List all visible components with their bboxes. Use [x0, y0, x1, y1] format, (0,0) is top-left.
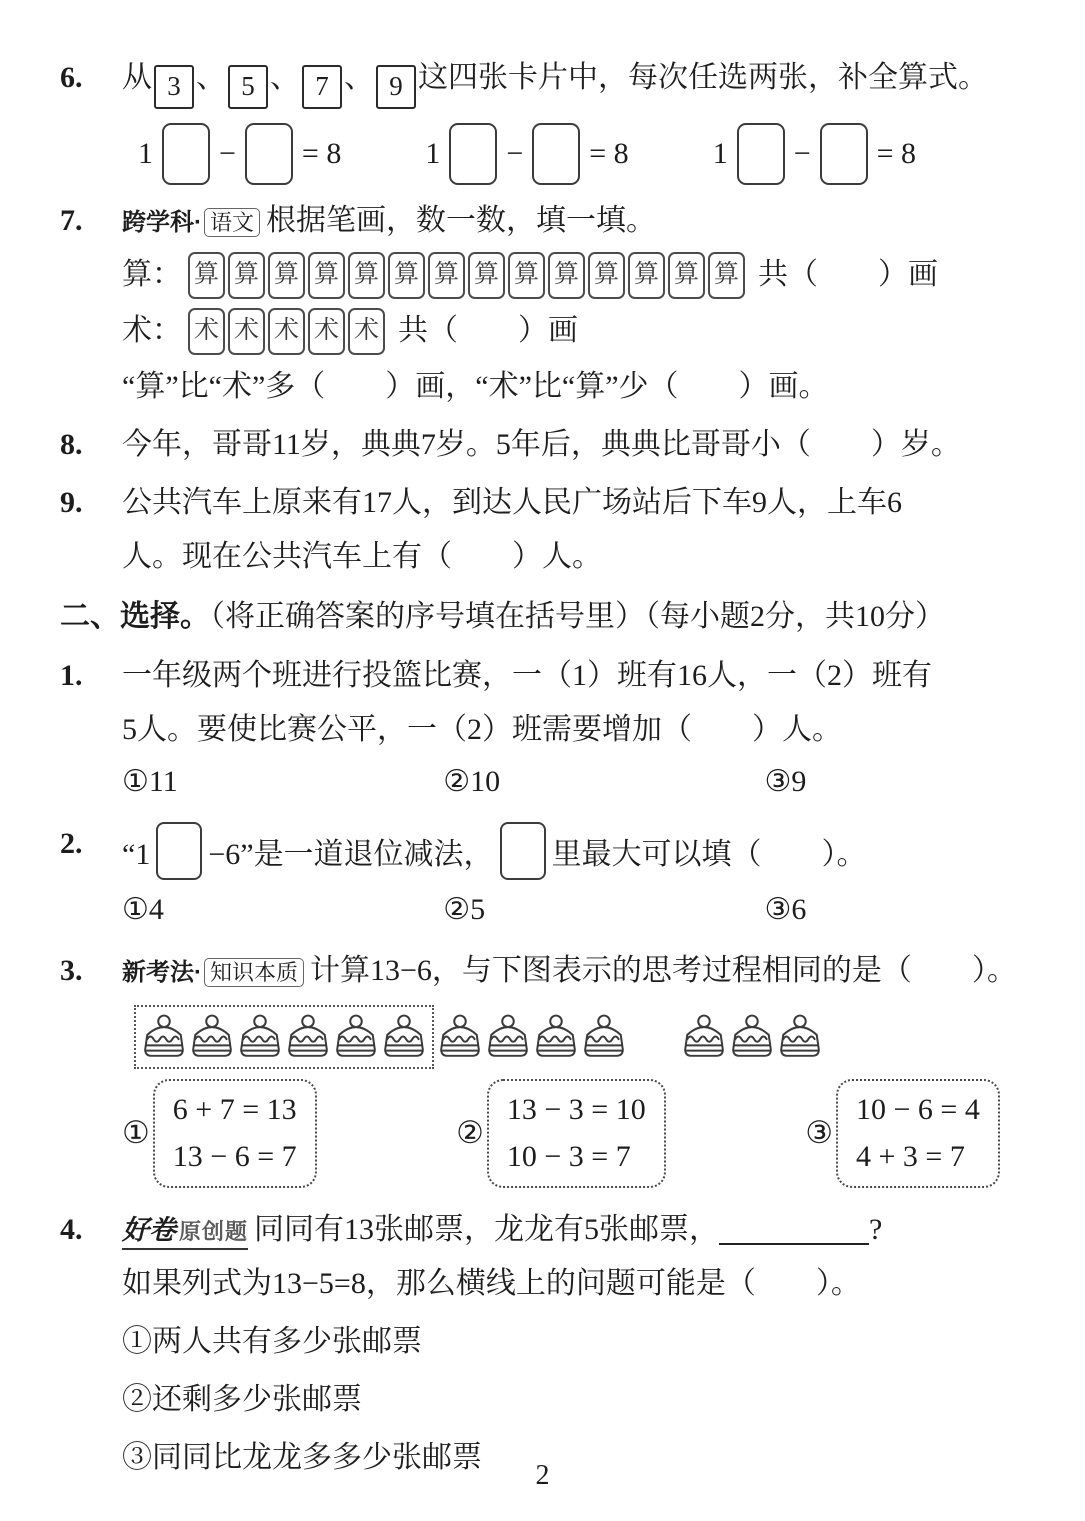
number-card-5: 5: [228, 65, 268, 109]
choice-2-box: 13 − 3 = 10 10 − 3 = 7: [487, 1079, 666, 1188]
answer-slot[interactable]: [532, 123, 580, 185]
s2q4-option-2[interactable]: ②还剩多少张邮票: [122, 1383, 362, 1417]
question-number: 2.: [60, 826, 83, 860]
stroke-order-box: 算: [188, 252, 225, 299]
suan-label: 算：: [122, 258, 182, 292]
separator: 、: [196, 61, 226, 94]
number-card-7: 7: [302, 65, 342, 109]
question-number: 7.: [60, 203, 83, 237]
dashed-group-of-6: [134, 1005, 434, 1069]
s2q4-text-line2: 如果列式为13−5=8，那么横线上的问题可能是（ ）。: [122, 1267, 861, 1301]
page-number: 2: [535, 1460, 550, 1492]
s2q2-pre: “1: [122, 837, 151, 871]
stroke-order-box: 算: [508, 252, 545, 299]
option-1[interactable]: ①4: [122, 892, 164, 926]
choice-1-label: ①: [122, 1115, 150, 1151]
choice-3-label: ③: [805, 1115, 833, 1151]
choice-1-box: 6 + 7 = 13 13 − 6 = 7: [153, 1079, 317, 1188]
suan-total-blank: 共（ ）画: [758, 258, 938, 292]
s2q4-text1: 同同有13张邮票，龙龙有5张邮票，: [254, 1213, 720, 1247]
q6-text-post: 这四张卡片中，每次任选两张，补全算式。: [418, 61, 988, 94]
s2q1-line2: 5人。要使比赛公平，一（2）班需要增加（ ）人。: [122, 713, 842, 747]
s2q3-choices: [122, 1079, 1000, 1188]
question-number: 1.: [60, 659, 83, 693]
equation-3: [713, 123, 916, 185]
equation-2: [425, 123, 628, 185]
s2q3-text: 计算13−6，与下图表示的思考过程相同的是（ ）。: [310, 954, 1017, 988]
cake-icon: [485, 1012, 531, 1062]
knowledge-tag: 知识本质: [204, 958, 304, 987]
question-blank-line[interactable]: [719, 1209, 869, 1245]
equation-lead: 1: [425, 136, 441, 170]
stroke-order-box: 术: [268, 308, 305, 355]
new-method-badge: 新考法· 知识本质: [122, 954, 304, 987]
shu-label: 术：: [122, 314, 182, 348]
s2q3-text-line: [122, 949, 1027, 993]
s2q4-text-line1: [122, 1208, 1027, 1252]
question-6-text: [122, 56, 1027, 109]
equation-lead: 1: [138, 136, 153, 170]
option-1[interactable]: ①11: [122, 765, 178, 799]
choice-2[interactable]: [456, 1079, 666, 1188]
equation-result: = 8: [589, 136, 629, 170]
cake-icon: [141, 1012, 187, 1062]
minus-sign: −: [219, 136, 236, 170]
shu-total-blank: 共（ ）画: [398, 314, 578, 348]
section-2-heading: [60, 595, 1027, 639]
stroke-order-box: 算: [708, 252, 745, 299]
q7-compare-text: “算”比“术”多（ ）画，“术”比“算”少（ ）画。: [122, 369, 829, 403]
cake-icon: [581, 1012, 627, 1062]
equation-result: = 8: [876, 136, 917, 170]
cross-subject-badge: 跨学科· 语文: [122, 204, 260, 237]
s2q1-line1: 一年级两个班进行投篮比赛，一（1）班有16人，一（2）班有: [122, 659, 932, 693]
cake-icon: [381, 1012, 427, 1062]
q7-suan-row: [122, 252, 1027, 299]
question-9: [60, 481, 1027, 579]
s2q2-text: [122, 822, 1027, 880]
number-card-3: 3: [154, 65, 194, 109]
minus-sign: −: [506, 136, 524, 170]
question-8-text: 今年，哥哥11岁，典典7岁。5年后，典典比哥哥小（ ）岁。: [122, 427, 961, 461]
s2q2-post: 里最大可以填（ ）。: [551, 837, 867, 871]
section-2-subtitle: （将正确答案的序号填在括号里）（每小题2分，共10分）: [210, 599, 945, 633]
section2-question-4: [60, 1208, 1027, 1480]
question-9-line1: 公共汽车上原来有17人，到达人民广场站后下车9人，上车6: [122, 485, 902, 519]
cake-icon: [729, 1012, 775, 1062]
q6-equations: [122, 123, 1027, 185]
question-7-text: [122, 199, 1027, 243]
choice-2-label: ②: [456, 1115, 484, 1151]
question-7: [60, 199, 1027, 409]
stroke-order-box: 术: [348, 308, 385, 355]
stroke-order-box: 算: [628, 252, 665, 299]
question-6: [60, 56, 1027, 185]
original-question-badge: 好卷 原创题: [122, 1213, 248, 1250]
equation-1: [138, 123, 341, 185]
stroke-order-box: 术: [308, 308, 345, 355]
cake-icon: [681, 1012, 727, 1062]
number-card-9: 9: [376, 65, 416, 109]
stroke-order-box: 算: [228, 252, 265, 299]
option-2[interactable]: ②10: [443, 765, 501, 799]
cake-icon: [533, 1012, 579, 1062]
question-number: 3.: [60, 954, 83, 988]
s2q2-options: [122, 888, 1027, 932]
cake-icon: [437, 1012, 483, 1062]
answer-slot[interactable]: [500, 822, 546, 880]
stroke-order-box: 术: [188, 308, 225, 355]
separator: 、: [344, 61, 374, 94]
cake-icon: [333, 1012, 379, 1062]
answer-slot[interactable]: [820, 123, 868, 185]
cake-diagram: [122, 1005, 1027, 1069]
stroke-order-box: 算: [308, 252, 345, 299]
section2-question-2: [60, 822, 1027, 932]
answer-slot[interactable]: [737, 123, 785, 185]
stroke-order-box: 算: [268, 252, 305, 299]
choice-1[interactable]: [122, 1079, 317, 1188]
s2q1-options: [122, 760, 1027, 804]
equation-lead: 1: [712, 136, 728, 170]
subject-tag: 语文: [204, 208, 260, 237]
stroke-order-box: 术: [228, 308, 265, 355]
stroke-order-box: 算: [348, 252, 385, 299]
stroke-order-box: 算: [468, 252, 505, 299]
stroke-order-box: 算: [548, 252, 585, 299]
equation-result: = 8: [301, 136, 342, 170]
question-number: 4.: [60, 1213, 83, 1247]
separator: 、: [270, 61, 300, 94]
stroke-order-box: 算: [388, 252, 425, 299]
choice-3-box: 10 − 6 = 4 4 + 3 = 7: [836, 1079, 1000, 1188]
question-number: 9.: [60, 485, 83, 519]
s2q4-option-3[interactable]: ③同同比龙龙多多少张邮票: [122, 1441, 482, 1475]
stroke-order-box: 算: [588, 252, 625, 299]
answer-slot[interactable]: [245, 123, 293, 185]
question-8: [60, 423, 1027, 467]
question-9-line2: 人。现在公共汽车上有（ ）人。: [122, 539, 602, 573]
section2-question-1: [60, 654, 1027, 804]
section-2-title: 二、选择。: [60, 599, 210, 633]
option-3[interactable]: ③6: [764, 892, 807, 926]
minus-sign: −: [793, 136, 811, 170]
question-number: 6.: [60, 61, 83, 94]
cake-icon: [237, 1012, 283, 1062]
stroke-order-box: 算: [428, 252, 465, 299]
cake-icon: [777, 1012, 823, 1062]
s2q2-mid: −6”是一道退位减法，: [208, 837, 494, 871]
answer-slot[interactable]: [156, 822, 202, 880]
q7-shu-row: [122, 308, 1027, 355]
cake-icon: [285, 1012, 331, 1062]
choice-3[interactable]: [805, 1079, 1000, 1188]
option-2[interactable]: ②5: [443, 892, 486, 926]
section2-question-3: [60, 949, 1027, 1188]
answer-slot[interactable]: [162, 123, 210, 185]
question-number: 8.: [60, 427, 83, 461]
cake-icon: [189, 1012, 235, 1062]
option-3[interactable]: ③9: [764, 765, 807, 799]
q6-text-pre: 从: [122, 61, 152, 94]
haojuan-logo: 好卷: [122, 1215, 176, 1246]
s2q4-option-1[interactable]: ①两人共有多少张邮票: [122, 1325, 422, 1359]
question-mark: ?: [869, 1213, 883, 1247]
stroke-order-box: 算: [668, 252, 705, 299]
q7-intro: 根据笔画，数一数，填一填。: [266, 203, 657, 237]
answer-slot[interactable]: [449, 123, 497, 185]
